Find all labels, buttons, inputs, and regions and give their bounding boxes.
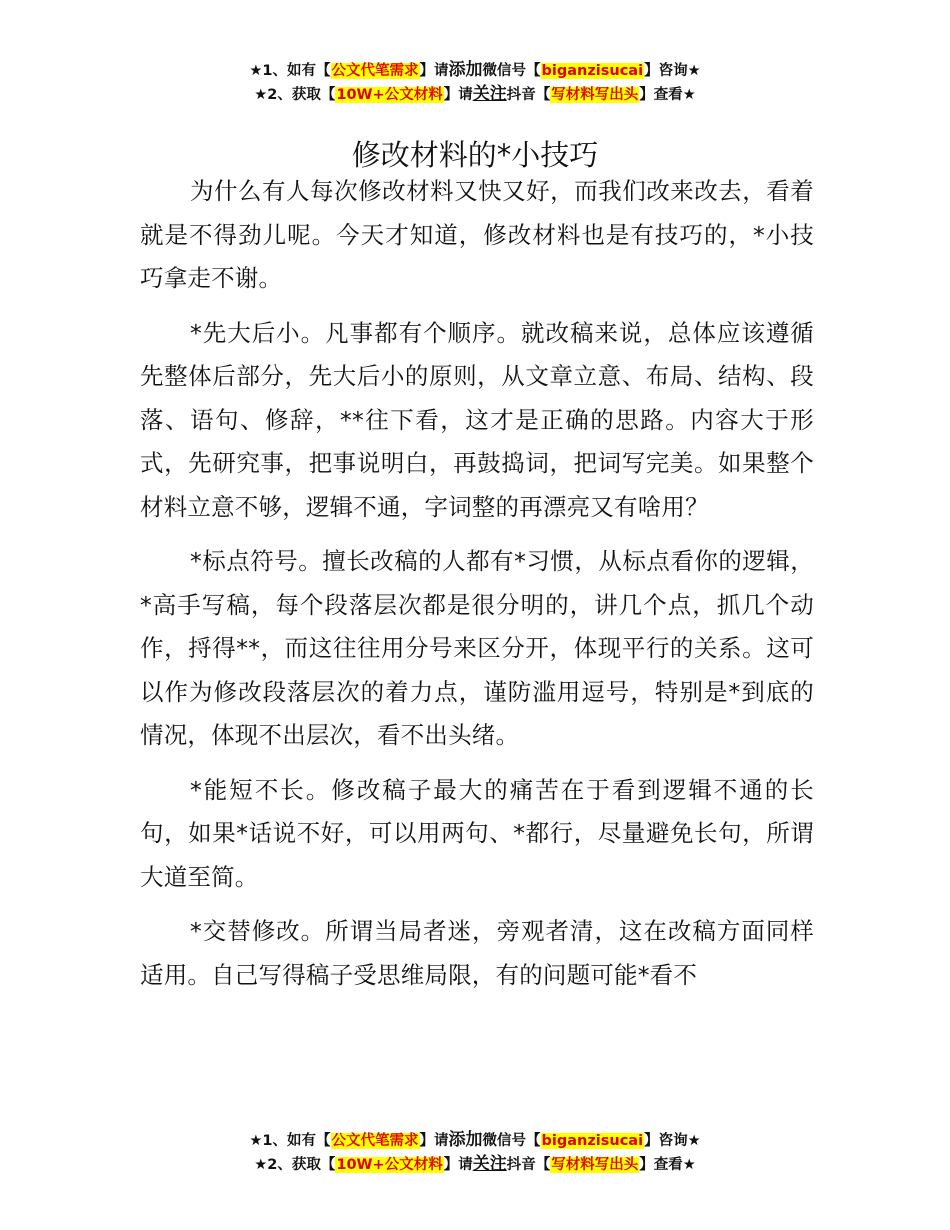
banner-emphasis: 关注 bbox=[472, 84, 507, 104]
banner-text: 】请 bbox=[419, 1133, 449, 1149]
banner-line-2 bbox=[0, 83, 950, 107]
wechat-id: biganzisucai bbox=[541, 1133, 644, 1149]
banner-text: 微信号【 bbox=[482, 1133, 541, 1149]
paragraph: *先大后小。凡事都有个顺序。就改稿来说，总体应该遵循先整体后部分，先大后小的原则，从文章立意、布局、结构、段落、语句、修辞，**往下看，这才是正确的思路。内容大于形式，先研究事，把事说明白，再鼓捣词，把词写完美。如果整个材料立意不够，逻辑不通，字词整的再漂亮又有啥用？ bbox=[140, 318, 814, 521]
highlight-text: 公文代笔需求 bbox=[331, 1133, 419, 1149]
banner-text: 】咨询★ bbox=[644, 63, 701, 79]
banner-text: 】咨询★ bbox=[644, 1133, 701, 1149]
paragraph: *标点符号。擅长改稿的人都有*习惯，从标点看你的逻辑，*高手写稿，每个段落层次都是很分明的，讲几个点，抓几个动作，捋得**，而这往往用分号来区分开，体现平行的关系。这可以作为修改段落层次的着力点，谨防滥用逗号，特别是*到底的情况，体现不出层次，看不出头绪。 bbox=[140, 547, 814, 749]
wechat-id: biganzisucai bbox=[541, 63, 644, 79]
banner-text: ★2、获取【 bbox=[254, 1157, 336, 1173]
banner-line-1 bbox=[0, 59, 950, 83]
banner-text: 】请 bbox=[443, 87, 473, 103]
banner-text: 】查看★ bbox=[639, 87, 696, 103]
banner-text: 】请 bbox=[419, 63, 449, 79]
highlight-text: 公文代笔需求 bbox=[331, 63, 419, 79]
banner-emphasis: 添加 bbox=[448, 60, 483, 80]
douyin-account: 写材料写出头 bbox=[551, 87, 639, 103]
highlight-text: 10W+公文材料 bbox=[336, 1157, 443, 1173]
header-banner bbox=[0, 59, 950, 107]
banner-text: 抖音【 bbox=[506, 87, 551, 103]
document-body bbox=[140, 170, 814, 1008]
paragraph: *能短不长。修改稿子最大的痛苦在于看到逻辑不通的长句，如果*话说不好，可以用两句、*都行，尽量避免长句，所谓大道至简。 bbox=[140, 775, 814, 891]
banner-emphasis: 添加 bbox=[448, 1130, 483, 1150]
paragraph: 为什么有人每次修改材料又快又好，而我们改来改去，看着就是不得劲儿呢。今天才知道，修改材料也是有技巧的，*小技巧拿走不谢。 bbox=[140, 177, 814, 292]
banner-text: ★1、如有【 bbox=[249, 1133, 331, 1149]
banner-line-2 bbox=[0, 1153, 950, 1177]
document-title: 修改材料的*小技巧 bbox=[351, 138, 599, 173]
footer-banner bbox=[0, 1129, 950, 1177]
paragraph: *交替修改。所谓当局者迷，旁观者清，这在改稿方面同样适用。自己写得稿子受思维局限，有的问题可能*看不 bbox=[140, 917, 814, 989]
highlight-text: 10W+公文材料 bbox=[336, 87, 443, 103]
banner-text: 微信号【 bbox=[482, 63, 541, 79]
banner-text: ★1、如有【 bbox=[249, 63, 331, 79]
banner-text: 】请 bbox=[443, 1157, 473, 1173]
douyin-account: 写材料写出头 bbox=[551, 1157, 639, 1173]
banner-emphasis: 关注 bbox=[472, 1154, 507, 1174]
banner-text: 抖音【 bbox=[506, 1157, 551, 1173]
banner-text: 】查看★ bbox=[639, 1157, 696, 1173]
banner-text: ★2、获取【 bbox=[254, 87, 336, 103]
banner-line-1 bbox=[0, 1129, 950, 1153]
